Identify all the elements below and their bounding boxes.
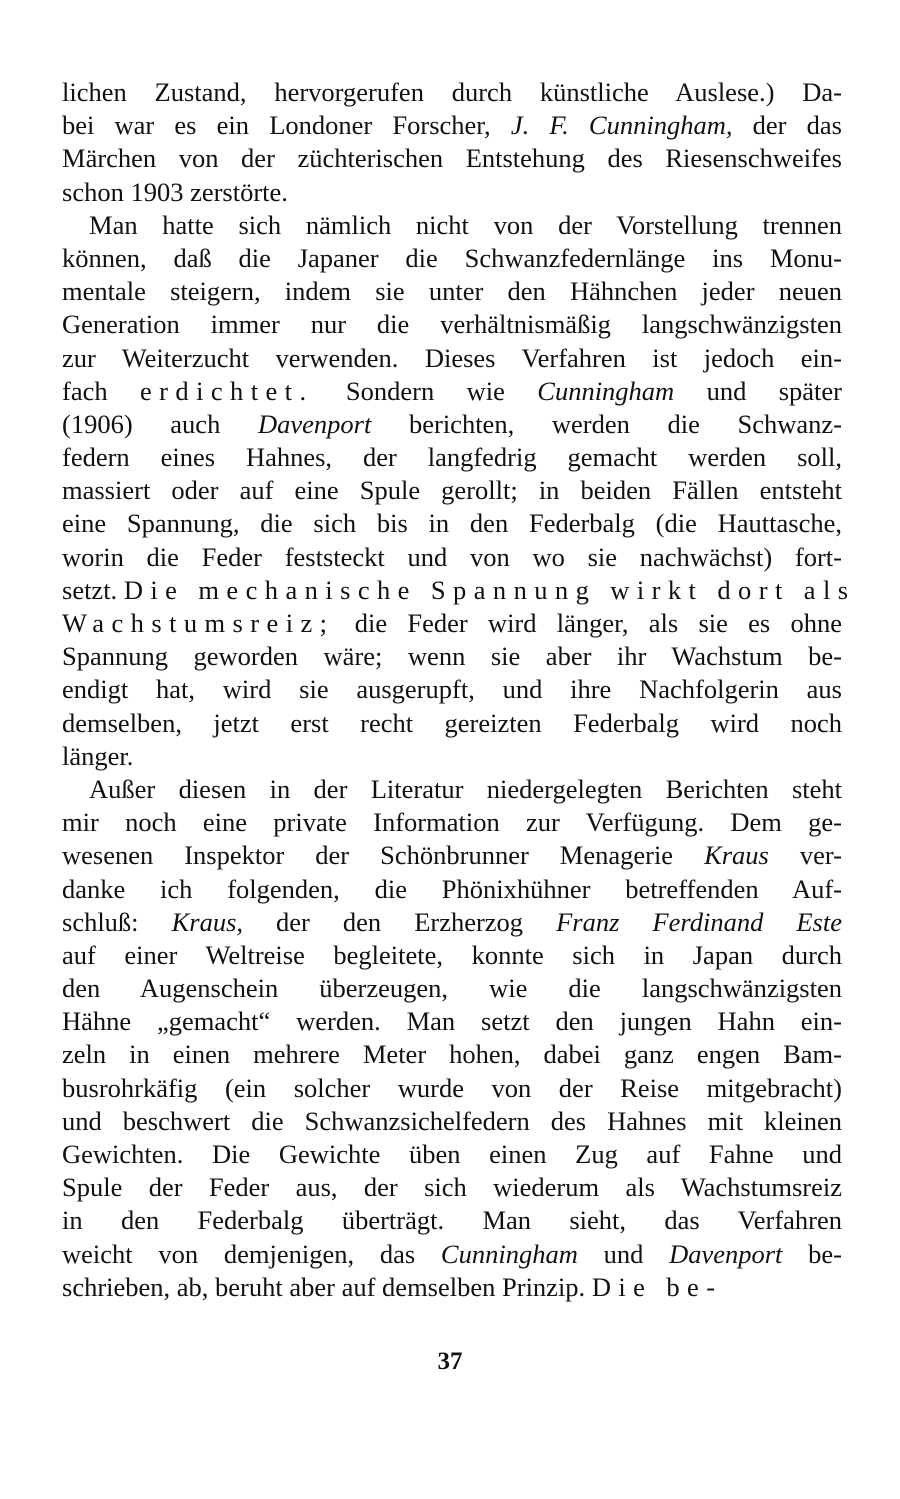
text-segment: Man hatte sich nämlich nicht von der Vorstellung trennen	[89, 209, 842, 240]
spaced-emphasis-text: Die be-	[591, 1271, 723, 1302]
emphasis-text: Davenport	[257, 408, 372, 439]
text-line	[62, 1072, 842, 1105]
text-segment: lichen Zustand, hervorgerufen durch künstliche Auslese.) Da-	[62, 77, 842, 107]
text-line	[62, 1138, 842, 1171]
text-line	[62, 1005, 842, 1038]
text-line	[62, 740, 842, 773]
text-line	[62, 176, 842, 209]
text-line	[62, 441, 842, 474]
text-segment: wesenen Inspektor der Schönbrunner Menagerie	[62, 840, 705, 871]
text-segment: können, daß die Japaner die Schwanzfedernlänge ins Monu-	[62, 242, 842, 273]
text-segment: und später	[674, 375, 842, 406]
emphasis-text: Kraus,	[171, 906, 244, 937]
text-segment: (1906) auch	[62, 408, 258, 439]
page-body	[62, 76, 856, 1304]
emphasis-text: Davenport	[669, 1238, 783, 1269]
text-segment: massiert oder auf eine Spule gerollt; in beiden Fällen entsteht	[62, 475, 842, 506]
paragraph	[62, 76, 842, 209]
text-segment: demselben, jetzt erst recht gereizten Federbalg wird noch	[62, 707, 842, 738]
text-segment: ver-	[768, 840, 842, 871]
text-line	[62, 707, 842, 740]
text-segment: und beschwert die Schwanzsichelfedern des Hahnes mit kleinen	[62, 1105, 842, 1136]
text-segment: Hähne „gemacht“ werden. Man setzt den jungen Hahn ein-	[62, 1006, 842, 1037]
emphasis-text: Cunningham	[440, 1238, 578, 1269]
emphasis-text: Kraus	[704, 840, 769, 871]
text-segment: federn eines Hahnes, der langfedrig gemacht werden soll,	[62, 442, 842, 473]
text-segment: und	[577, 1238, 670, 1269]
text-segment: die Feder wird länger, als sie es ohne	[334, 608, 842, 638]
text-line	[62, 640, 842, 673]
text-segment: länger.	[62, 740, 134, 771]
paragraph	[62, 209, 856, 773]
text-segment: Gewichten. Die Gewichte üben einen Zug auf Fahne und	[62, 1139, 842, 1169]
text-line	[62, 873, 842, 906]
text-segment: Spannung geworden wäre; wenn sie aber ihr Wachstum be-	[62, 641, 842, 672]
text-segment: Sondern wie	[313, 375, 538, 406]
text-line	[62, 673, 842, 706]
emphasis-text: J. F. Cunningham,	[510, 110, 733, 141]
text-segment: setzt.	[62, 574, 124, 605]
text-line	[62, 906, 842, 939]
text-line	[62, 1171, 842, 1204]
text-line	[62, 1105, 842, 1138]
text-segment: worin die Feder feststeckt und von wo sie nachwächst) fort-	[62, 541, 842, 572]
text-segment: Generation immer nur die verhältnismäßig langschwänzigsten	[62, 309, 842, 340]
text-line	[62, 839, 842, 872]
text-segment: mentale steigern, indem sie unter den Hähnchen jeder neuen	[62, 276, 842, 307]
text-line	[62, 76, 842, 109]
text-line	[62, 507, 842, 540]
spaced-emphasis-text: erdichtet.	[139, 375, 314, 406]
text-line	[62, 939, 842, 972]
text-segment: Außer diesen in der Literatur niedergelegten Berichten steht	[89, 773, 842, 804]
text-line	[62, 375, 842, 408]
text-line	[62, 308, 842, 341]
text-segment: schon 1903 zerstörte.	[62, 176, 288, 207]
text-segment: den Augenschein überzeugen, wie die langschwänzigsten	[62, 973, 842, 1004]
text-line	[62, 574, 856, 607]
text-line	[62, 541, 842, 574]
text-line	[62, 209, 842, 242]
emphasis-text: Franz Ferdinand Este	[556, 906, 842, 937]
text-line	[62, 275, 842, 308]
text-line	[62, 806, 842, 839]
text-segment: fach	[62, 375, 140, 406]
page-number: 37	[437, 1348, 463, 1375]
text-line	[62, 1271, 842, 1304]
text-line	[62, 1204, 842, 1237]
text-segment: busrohrkäfig (ein solcher wurde von der Reise mitgebracht)	[62, 1072, 842, 1103]
text-segment: Spule der Feder aus, der sich wiederum als Wachstumsreiz	[62, 1172, 842, 1203]
text-segment: mir noch eine private Information zur Verfügung. Dem ge-	[62, 807, 842, 838]
text-line	[62, 773, 842, 806]
text-segment: der das	[732, 110, 842, 141]
text-segment: danke ich folgenden, die Phönixhühner betreffenden Auf-	[62, 873, 842, 904]
text-line	[62, 972, 842, 1005]
text-line	[62, 408, 842, 441]
text-line	[62, 109, 842, 142]
spaced-emphasis-text: Die mechanische Spannung wirkt dort als	[123, 574, 856, 605]
text-line	[62, 607, 842, 640]
text-segment: der den Erzherzog	[243, 906, 557, 937]
text-segment: eine Spannung, die sich bis in den Federbalg (die Hauttasche,	[62, 508, 842, 539]
text-segment: berichten, werden die Schwanz-	[371, 408, 842, 439]
text-line	[62, 342, 842, 375]
text-line	[62, 474, 842, 507]
text-line	[62, 242, 842, 275]
text-segment: endigt hat, wird sie ausgerupft, und ihre Nachfolgerin aus	[62, 674, 842, 705]
text-line	[62, 1238, 842, 1271]
text-segment: zeln in einen mehrere Meter hohen, dabei ganz engen Bam-	[62, 1039, 842, 1070]
text-segment: in den Federbalg überträgt. Man sieht, das Verfahren	[62, 1205, 842, 1236]
text-line	[62, 1038, 842, 1071]
text-segment: schrieben, ab, beruht aber auf demselben Prinzip.	[62, 1271, 592, 1302]
text-segment: Märchen von der züchterischen Entstehung des Riesenschweifes	[62, 143, 842, 174]
text-line	[62, 142, 842, 175]
emphasis-text: Cunningham	[537, 375, 675, 406]
paragraph	[62, 773, 842, 1304]
text-segment: bei war es ein Londoner Forscher,	[62, 110, 511, 141]
spaced-emphasis-text: Wachstumsreiz;	[62, 608, 335, 638]
text-segment: zur Weiterzucht verwenden. Dieses Verfahren ist jedoch ein-	[62, 342, 842, 373]
text-segment: schluß:	[62, 906, 172, 937]
text-segment: weicht von demjenigen, das	[62, 1238, 441, 1269]
text-segment: be-	[782, 1238, 842, 1269]
text-segment: auf einer Weltreise begleitete, konnte sich in Japan durch	[62, 939, 842, 970]
